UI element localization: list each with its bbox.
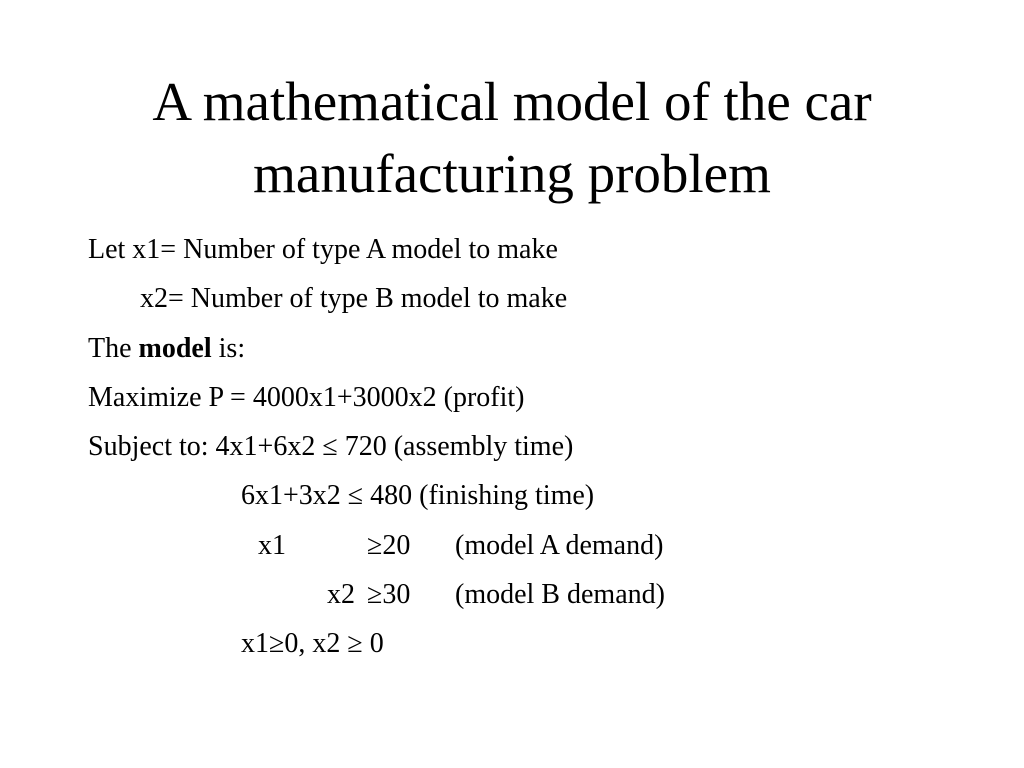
constraint-model-a-bound: ≥20	[367, 530, 411, 561]
constraint-assembly: Subject to: 4x1+6x2 ≤ 720 (assembly time)	[88, 431, 574, 462]
model-intro-prefix: The	[88, 333, 139, 364]
objective-function: Maximize P = 4000x1+3000x2 (profit)	[88, 382, 525, 413]
variable-x1-definition: Let x1= Number of type A model to make	[88, 234, 558, 265]
non-negativity-constraint: x1≥0, x2 ≥ 0	[241, 628, 384, 659]
constraint-finishing: 6x1+3x2 ≤ 480 (finishing time)	[241, 480, 595, 511]
model-intro	[88, 333, 245, 365]
model-intro-suffix: is:	[211, 333, 246, 364]
title-line-1: A mathematical model of the car	[152, 71, 872, 132]
constraint-model-a-var: x1	[258, 530, 286, 561]
variable-x2-definition: x2= Number of type B model to make	[140, 283, 568, 314]
model-intro-bold: model	[138, 333, 212, 364]
constraint-model-b-bound: ≥30	[367, 579, 411, 610]
constraint-model-b-note: (model B demand)	[455, 579, 665, 610]
title-line-2: manufacturing problem	[253, 143, 771, 204]
constraint-model-b-var: x2	[327, 579, 355, 610]
constraint-model-a-note: (model A demand)	[455, 530, 664, 561]
